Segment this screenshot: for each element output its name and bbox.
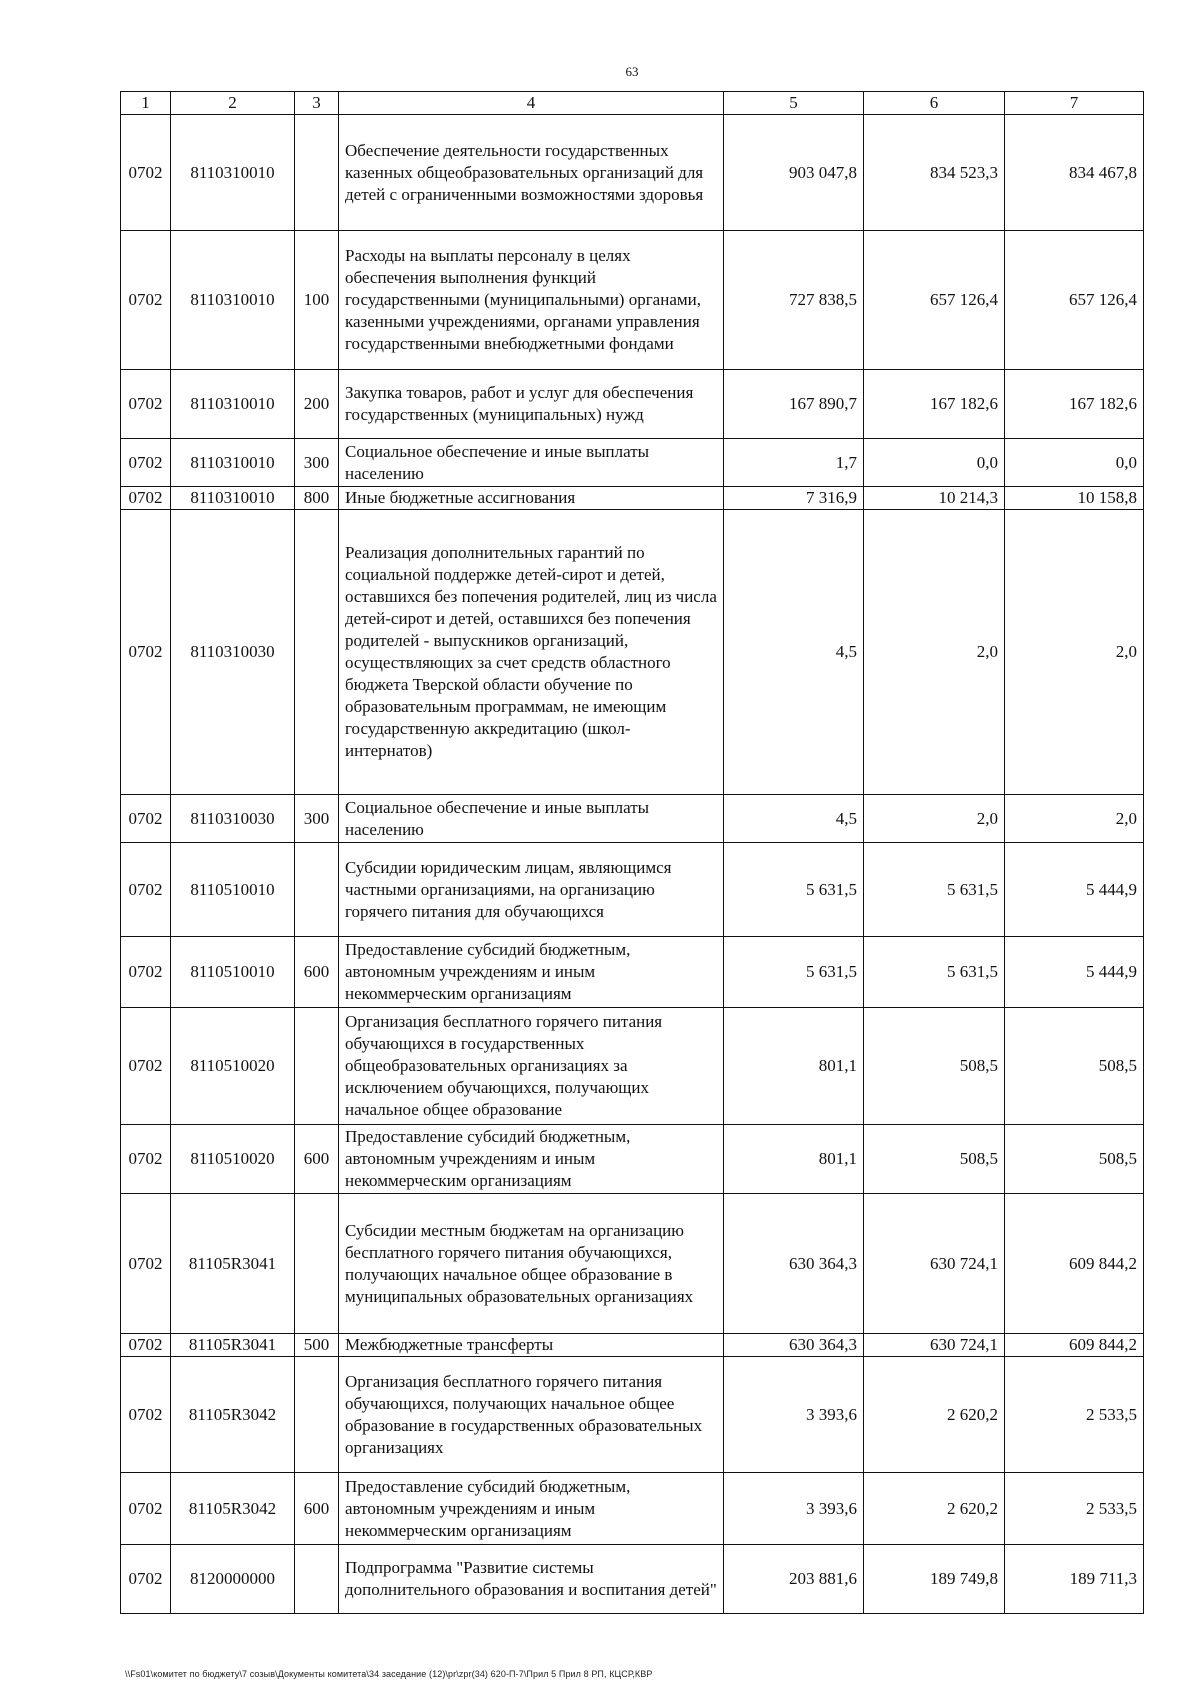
expense-type-code <box>295 1357 339 1473</box>
value-col5: 4,5 <box>724 795 864 843</box>
section-code: 0702 <box>121 487 171 510</box>
expense-type-code <box>295 115 339 231</box>
value-col6: 630 724,1 <box>864 1334 1005 1357</box>
table-row <box>121 1357 1144 1473</box>
table-row <box>121 487 1144 510</box>
value-col5: 5 631,5 <box>724 937 864 1008</box>
value-col6: 5 631,5 <box>864 937 1005 1008</box>
table-row <box>121 843 1144 937</box>
value-col7: 2,0 <box>1005 510 1144 795</box>
value-col5: 630 364,3 <box>724 1194 864 1334</box>
value-col6: 5 631,5 <box>864 843 1005 937</box>
value-col6: 2,0 <box>864 510 1005 795</box>
target-article-code: 8110310010 <box>171 115 295 231</box>
table-row <box>121 1334 1144 1357</box>
value-col5: 167 890,7 <box>724 370 864 439</box>
item-name: Социальное обеспечение и иные выплаты населению <box>339 795 724 843</box>
item-name: Социальное обеспечение и иные выплаты населению <box>339 439 724 487</box>
value-col5: 801,1 <box>724 1125 864 1194</box>
item-name: Иные бюджетные ассигнования <box>339 487 724 510</box>
table-row <box>121 1545 1144 1614</box>
value-col5: 203 881,6 <box>724 1545 864 1614</box>
expense-type-code <box>295 843 339 937</box>
expense-type-code <box>295 1194 339 1334</box>
target-article-code: 8110510010 <box>171 843 295 937</box>
item-name: Субсидии местным бюджетам на организацию бесплатного горячего питания обучающихся, получающих начальное общее образование в муниципальных образовательных организациях <box>339 1194 724 1334</box>
value-col7: 5 444,9 <box>1005 937 1144 1008</box>
section-code: 0702 <box>121 1357 171 1473</box>
section-code: 0702 <box>121 231 171 370</box>
column-header: 7 <box>1005 92 1144 115</box>
value-col6: 0,0 <box>864 439 1005 487</box>
table-row <box>121 439 1144 487</box>
target-article-code: 81105R3041 <box>171 1334 295 1357</box>
table-row <box>121 510 1144 795</box>
value-col6: 657 126,4 <box>864 231 1005 370</box>
item-name: Расходы на выплаты персоналу в целях обеспечения выполнения функций государственными (муниципальными) органами, казенными учреждениями, органами управления государственными внебюджетными фондами <box>339 231 724 370</box>
expense-type-code: 500 <box>295 1334 339 1357</box>
column-header: 3 <box>295 92 339 115</box>
value-col5: 7 316,9 <box>724 487 864 510</box>
value-col5: 3 393,6 <box>724 1473 864 1545</box>
section-code: 0702 <box>121 1545 171 1614</box>
section-code: 0702 <box>121 370 171 439</box>
value-col6: 2 620,2 <box>864 1473 1005 1545</box>
section-code: 0702 <box>121 1334 171 1357</box>
item-name: Предоставление субсидий бюджетным, автономным учреждениям и иным некоммерческим организациям <box>339 1473 724 1545</box>
column-header: 1 <box>121 92 171 115</box>
item-name: Обеспечение деятельности государственных казенных общеобразовательных организаций для детей с ограниченными возможностями здоровья <box>339 115 724 231</box>
target-article-code: 81105R3042 <box>171 1473 295 1545</box>
budget-table <box>120 91 1144 1614</box>
expense-type-code: 800 <box>295 487 339 510</box>
item-name: Организация бесплатного горячего питания обучающихся в государственных общеобразовательных организациях за исключением обучающихся, получающих начальное общее образование <box>339 1008 724 1125</box>
expense-type-code: 200 <box>295 370 339 439</box>
expense-type-code: 100 <box>295 231 339 370</box>
column-header: 5 <box>724 92 864 115</box>
value-col7: 0,0 <box>1005 439 1144 487</box>
table-row <box>121 370 1144 439</box>
value-col5: 727 838,5 <box>724 231 864 370</box>
table-row <box>121 1125 1144 1194</box>
value-col5: 630 364,3 <box>724 1334 864 1357</box>
value-col7: 609 844,2 <box>1005 1334 1144 1357</box>
expense-type-code <box>295 1545 339 1614</box>
value-col7: 2,0 <box>1005 795 1144 843</box>
table-row <box>121 231 1144 370</box>
section-code: 0702 <box>121 439 171 487</box>
value-col6: 508,5 <box>864 1125 1005 1194</box>
section-code: 0702 <box>121 1473 171 1545</box>
table-row <box>121 1008 1144 1125</box>
value-col7: 2 533,5 <box>1005 1357 1144 1473</box>
item-name: Субсидии юридическим лицам, являющимся частными организациями, на организацию горячего питания для обучающихся <box>339 843 724 937</box>
section-code: 0702 <box>121 795 171 843</box>
value-col7: 657 126,4 <box>1005 231 1144 370</box>
target-article-code: 8110310030 <box>171 795 295 843</box>
value-col7: 5 444,9 <box>1005 843 1144 937</box>
value-col5: 903 047,8 <box>724 115 864 231</box>
expense-type-code: 300 <box>295 439 339 487</box>
section-code: 0702 <box>121 1008 171 1125</box>
item-name: Предоставление субсидий бюджетным, автономным учреждениям и иным некоммерческим организациям <box>339 1125 724 1194</box>
expense-type-code: 600 <box>295 1125 339 1194</box>
table-row <box>121 1194 1144 1334</box>
section-code: 0702 <box>121 1125 171 1194</box>
expense-type-code: 600 <box>295 937 339 1008</box>
target-article-code: 8110310030 <box>171 510 295 795</box>
value-col7: 189 711,3 <box>1005 1545 1144 1614</box>
section-code: 0702 <box>121 115 171 231</box>
value-col6: 10 214,3 <box>864 487 1005 510</box>
target-article-code: 8110510020 <box>171 1008 295 1125</box>
value-col7: 834 467,8 <box>1005 115 1144 231</box>
section-code: 0702 <box>121 510 171 795</box>
item-name: Реализация дополнительных гарантий по социальной поддержке детей-сирот и детей, оставшихся без попечения родителей, лиц из числа детей-сирот и детей, оставшихся без попечения родителей - выпускников организаций, осуществляющих за счет средств областного бюджета Тверской области обучение по образовательным программам, не имеющим государственную аккредитацию (школ-интернатов) <box>339 510 724 795</box>
value-col5: 801,1 <box>724 1008 864 1125</box>
value-col7: 508,5 <box>1005 1125 1144 1194</box>
value-col7: 609 844,2 <box>1005 1194 1144 1334</box>
value-col7: 508,5 <box>1005 1008 1144 1125</box>
value-col6: 2 620,2 <box>864 1357 1005 1473</box>
value-col5: 4,5 <box>724 510 864 795</box>
target-article-code: 8110310010 <box>171 231 295 370</box>
target-article-code: 81105R3042 <box>171 1357 295 1473</box>
expense-type-code <box>295 510 339 795</box>
value-col6: 630 724,1 <box>864 1194 1005 1334</box>
value-col6: 508,5 <box>864 1008 1005 1125</box>
expense-type-code <box>295 1008 339 1125</box>
target-article-code: 8120000000 <box>171 1545 295 1614</box>
section-code: 0702 <box>121 1194 171 1334</box>
header-row <box>121 92 1144 115</box>
column-header: 2 <box>171 92 295 115</box>
target-article-code: 81105R3041 <box>171 1194 295 1334</box>
value-col6: 2,0 <box>864 795 1005 843</box>
value-col5: 3 393,6 <box>724 1357 864 1473</box>
item-name: Предоставление субсидий бюджетным, автономным учреждениям и иным некоммерческим организациям <box>339 937 724 1008</box>
table-row <box>121 1473 1144 1545</box>
target-article-code: 8110310010 <box>171 439 295 487</box>
value-col6: 167 182,6 <box>864 370 1005 439</box>
target-article-code: 8110510020 <box>171 1125 295 1194</box>
expense-type-code: 600 <box>295 1473 339 1545</box>
item-name: Организация бесплатного горячего питания обучающихся, получающих начальное общее образование в государственных образовательных организациях <box>339 1357 724 1473</box>
section-code: 0702 <box>121 843 171 937</box>
target-article-code: 8110510010 <box>171 937 295 1008</box>
value-col5: 1,7 <box>724 439 864 487</box>
item-name: Закупка товаров, работ и услуг для обеспечения государственных (муниципальных) нужд <box>339 370 724 439</box>
page-number: 63 <box>625 64 639 79</box>
target-article-code: 8110310010 <box>171 487 295 510</box>
value-col6: 189 749,8 <box>864 1545 1005 1614</box>
target-article-code: 8110310010 <box>171 370 295 439</box>
value-col6: 834 523,3 <box>864 115 1005 231</box>
value-col7: 167 182,6 <box>1005 370 1144 439</box>
item-name: Подпрограмма "Развитие системы дополнительного образования и воспитания детей" <box>339 1545 724 1614</box>
value-col7: 10 158,8 <box>1005 487 1144 510</box>
item-name: Межбюджетные трансферты <box>339 1334 724 1357</box>
table-row <box>121 937 1144 1008</box>
value-col5: 5 631,5 <box>724 843 864 937</box>
table-row <box>121 795 1144 843</box>
table-row <box>121 115 1144 231</box>
footer-file-path: \\Fs01\комитет по бюджету\7 созыв\Документы комитета\34 заседание (12)\pr\zpr(34) 620-П-7\Прил 5 Прил 8 РП, КЦСР,КВР <box>125 1669 653 1679</box>
column-header: 4 <box>339 92 724 115</box>
expense-type-code: 300 <box>295 795 339 843</box>
column-header: 6 <box>864 92 1005 115</box>
value-col7: 2 533,5 <box>1005 1473 1144 1545</box>
section-code: 0702 <box>121 937 171 1008</box>
